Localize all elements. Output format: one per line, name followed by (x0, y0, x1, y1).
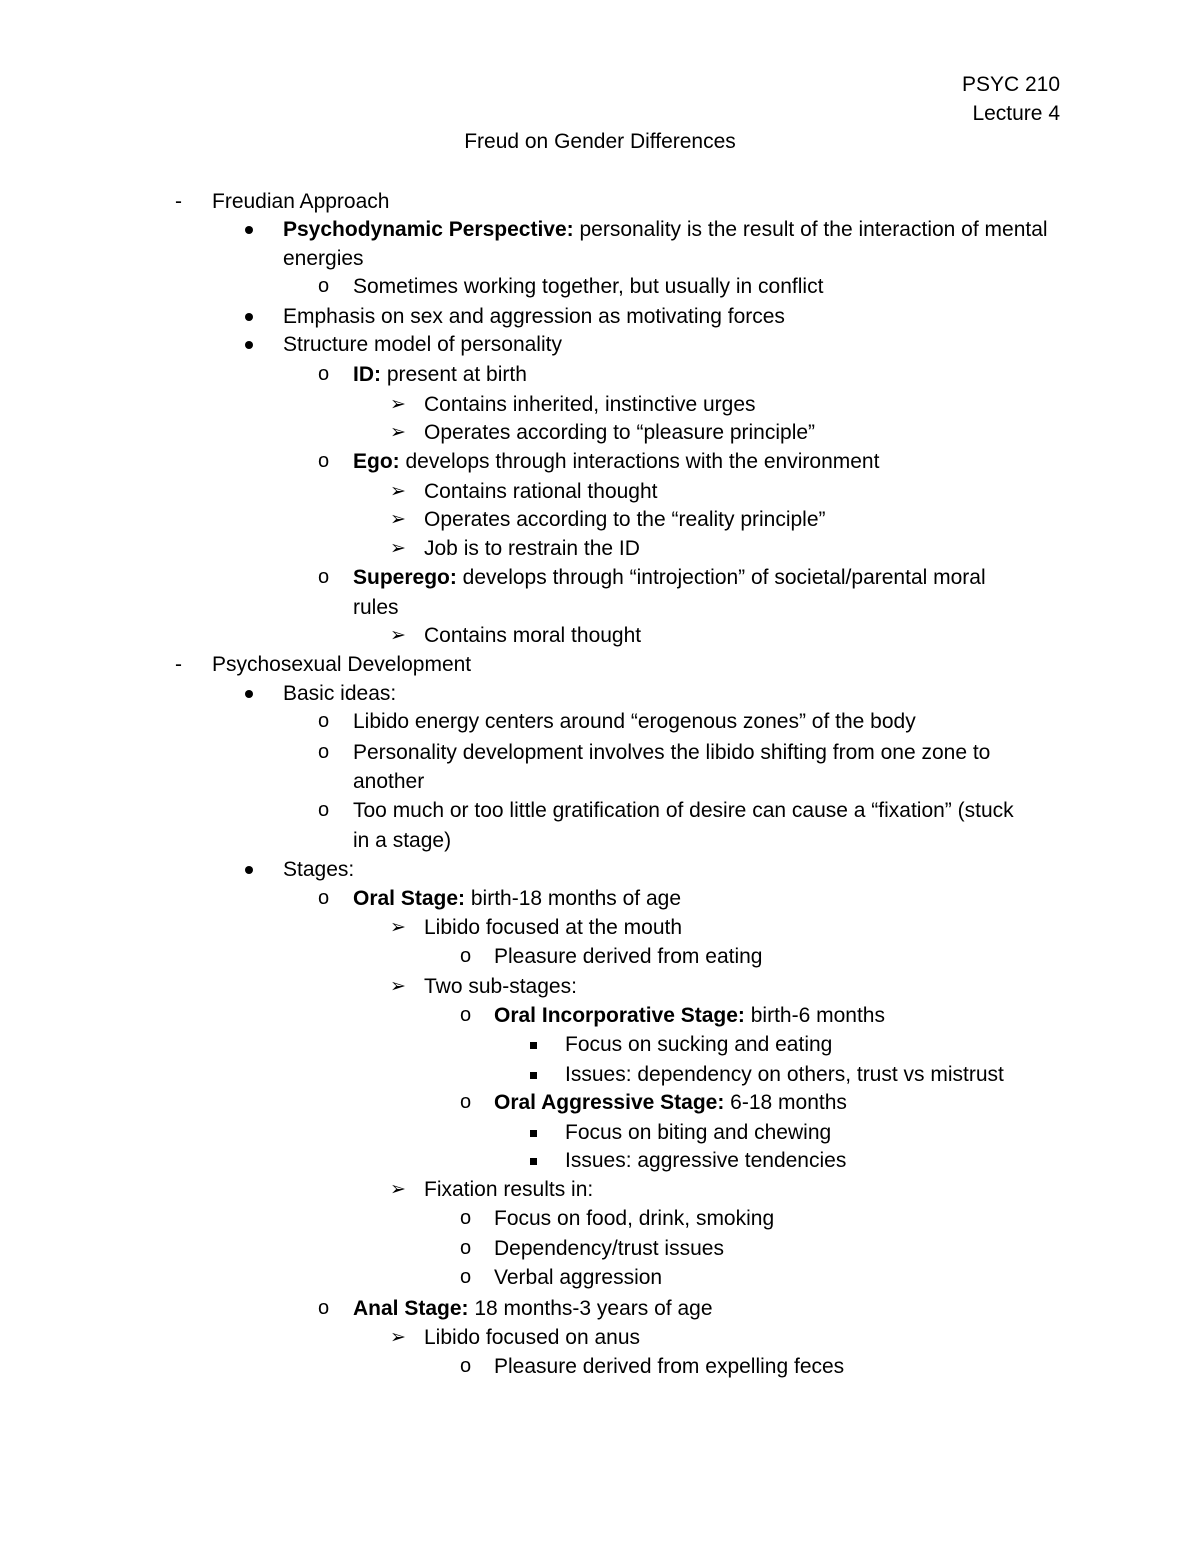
outline-line (212, 187, 389, 216)
lecture-number: Lecture 4 (972, 102, 1060, 125)
line-text: Fixation results in: (424, 1178, 594, 1201)
bullet-circ-icon: o (318, 566, 330, 588)
bullet-arrow-icon: ➢ (390, 1179, 406, 1200)
bullet-circ-icon: o (460, 1355, 472, 1377)
page-title: Freud on Gender Differences (464, 130, 736, 153)
outline-line (353, 767, 424, 796)
bullet-square-icon (530, 1060, 537, 1089)
bullet-dash-icon: - (175, 190, 182, 213)
line-text: birth-18 months of age (465, 887, 682, 910)
outline-line (353, 738, 990, 767)
line-text: Personality development involves the libido shifting from one zone to (353, 741, 991, 764)
line-text: 18 months-3 years of age (468, 1297, 713, 1320)
outline-line (494, 1204, 774, 1233)
bullet-circ-icon: o (318, 1297, 330, 1319)
bullet-circ-icon: o (318, 710, 330, 732)
outline-line (494, 942, 762, 971)
line-text: Dependency/trust issues (494, 1237, 724, 1260)
outline-line (353, 593, 399, 622)
line-text: Issues: dependency on others, trust vs mistrust (565, 1063, 1004, 1086)
line-text: Libido focused on anus (424, 1326, 640, 1349)
line-text: Basic ideas: (283, 682, 397, 705)
line-text: rules (353, 596, 399, 619)
bullet-dot-icon (245, 855, 253, 884)
line-text: Verbal aggression (494, 1266, 663, 1289)
line-text: Too much or too little gratification of desire can cause a “fixation” (stuck (353, 799, 1014, 822)
outline-line (283, 855, 354, 884)
bullet-circ-icon: o (318, 275, 330, 297)
line-text: Stages: (283, 858, 355, 881)
bullet-circ-icon: o (460, 1091, 472, 1113)
line-text: birth-6 months (744, 1004, 885, 1027)
outline-line (424, 621, 641, 650)
outline-line (424, 390, 756, 419)
outline-line (353, 447, 879, 476)
line-text: develops through “introjection” of societal/parental moral (456, 566, 986, 589)
line-text: Focus on biting and chewing (565, 1121, 832, 1144)
bullet-dot-icon (245, 215, 253, 244)
line-text: present at birth (381, 363, 527, 386)
bullet-arrow-icon: ➢ (390, 509, 406, 530)
line-text: Focus on sucking and eating (565, 1033, 833, 1056)
line-text: Job is to restrain the ID (424, 537, 640, 560)
line-text: Contains moral thought (424, 624, 642, 647)
term-label: Oral Aggressive Stage: (494, 1091, 725, 1114)
outline-line (353, 360, 527, 389)
bullet-square-icon (530, 1030, 537, 1059)
bullet-arrow-icon: ➢ (390, 1327, 406, 1348)
line-text: energies (283, 247, 364, 270)
outline-line (212, 650, 471, 679)
outline-line (283, 679, 396, 708)
line-text: Emphasis on sex and aggression as motivating forces (283, 305, 785, 328)
bullet-square-icon (530, 1146, 537, 1175)
outline-line (494, 1088, 847, 1117)
term-label: Oral Incorporative Stage: (494, 1004, 745, 1027)
term-label: Psychodynamic Perspective: (283, 218, 574, 241)
outline-line (424, 477, 658, 506)
term-label: Oral Stage: (353, 887, 466, 910)
outline-line (353, 1294, 713, 1323)
outline-line (494, 1001, 885, 1030)
outline-line (494, 1234, 724, 1263)
outline-line (424, 972, 577, 1001)
bullet-arrow-icon: ➢ (390, 917, 406, 938)
bullet-circ-icon: o (460, 1237, 472, 1259)
line-text: Psychosexual Development (212, 653, 472, 676)
line-text: Contains rational thought (424, 480, 658, 503)
bullet-dot-icon (245, 302, 253, 331)
line-text: Two sub-stages: (424, 975, 577, 998)
line-text: Issues: aggressive tendencies (565, 1149, 847, 1172)
bullet-circ-icon: o (460, 1004, 472, 1026)
bullet-arrow-icon: ➢ (390, 976, 406, 997)
outline-line (424, 913, 682, 942)
outline-line (424, 418, 815, 447)
bullet-circ-icon: o (318, 799, 330, 821)
outline-line (424, 505, 826, 534)
outline-line (424, 534, 640, 563)
outline-line (494, 1263, 662, 1292)
line-text: Libido energy centers around “erogenous zones” of the body (353, 710, 916, 733)
outline-line (353, 707, 916, 736)
bullet-circ-icon: o (318, 741, 330, 763)
term-label: Ego: (353, 450, 400, 473)
line-text: Libido focused at the mouth (424, 916, 683, 939)
bullet-arrow-icon: ➢ (390, 481, 406, 502)
bullet-arrow-icon: ➢ (390, 625, 406, 646)
outline-line (283, 330, 562, 359)
line-text: Focus on food, drink, smoking (494, 1207, 775, 1230)
bullet-circ-icon: o (318, 887, 330, 909)
outline-line (353, 796, 1014, 825)
line-text: Structure model of personality (283, 333, 562, 356)
bullet-circ-icon: o (460, 1207, 472, 1229)
outline-line (565, 1030, 832, 1059)
line-text: Freudian Approach (212, 190, 390, 213)
term-label: Superego: (353, 566, 457, 589)
bullet-dash-icon: - (175, 653, 182, 676)
bullet-circ-icon: o (318, 450, 330, 472)
line-text: Sometimes working together, but usually in conflict (353, 275, 824, 298)
bullet-arrow-icon: ➢ (390, 422, 406, 443)
bullet-arrow-icon: ➢ (390, 538, 406, 559)
line-text: personality is the result of the interaction of mental (573, 218, 1048, 241)
outline-line (494, 1352, 844, 1381)
line-text: in a stage) (353, 829, 452, 852)
bullet-circ-icon: o (460, 945, 472, 967)
outline-line (283, 244, 364, 273)
outline-line (353, 563, 986, 592)
line-text: another (353, 770, 425, 793)
outline-line (353, 884, 681, 913)
line-text: Operates according to the “reality principle” (424, 508, 826, 531)
bullet-circ-icon: o (460, 1266, 472, 1288)
line-text: 6-18 months (724, 1091, 847, 1114)
outline-line (424, 1175, 593, 1204)
outline-line (283, 215, 1048, 244)
bullet-dot-icon (245, 330, 253, 359)
line-text: develops through interactions with the environment (399, 450, 880, 473)
bullet-dot-icon (245, 679, 253, 708)
outline-line (353, 826, 451, 855)
term-label: Anal Stage: (353, 1297, 469, 1320)
bullet-circ-icon: o (318, 363, 330, 385)
outline-line (424, 1323, 640, 1352)
bullet-square-icon (530, 1118, 537, 1147)
outline-line (565, 1060, 1004, 1089)
line-text: Contains inherited, instinctive urges (424, 393, 756, 416)
term-label: ID: (353, 363, 381, 386)
course-code: PSYC 210 (961, 73, 1060, 96)
outline-line (353, 272, 823, 301)
outline-line (565, 1118, 831, 1147)
line-text: Operates according to “pleasure principle” (424, 421, 816, 444)
bullet-arrow-icon: ➢ (390, 394, 406, 415)
outline-line (565, 1146, 846, 1175)
line-text: Pleasure derived from expelling feces (494, 1355, 845, 1378)
outline-line (283, 302, 785, 331)
line-text: Pleasure derived from eating (494, 945, 763, 968)
